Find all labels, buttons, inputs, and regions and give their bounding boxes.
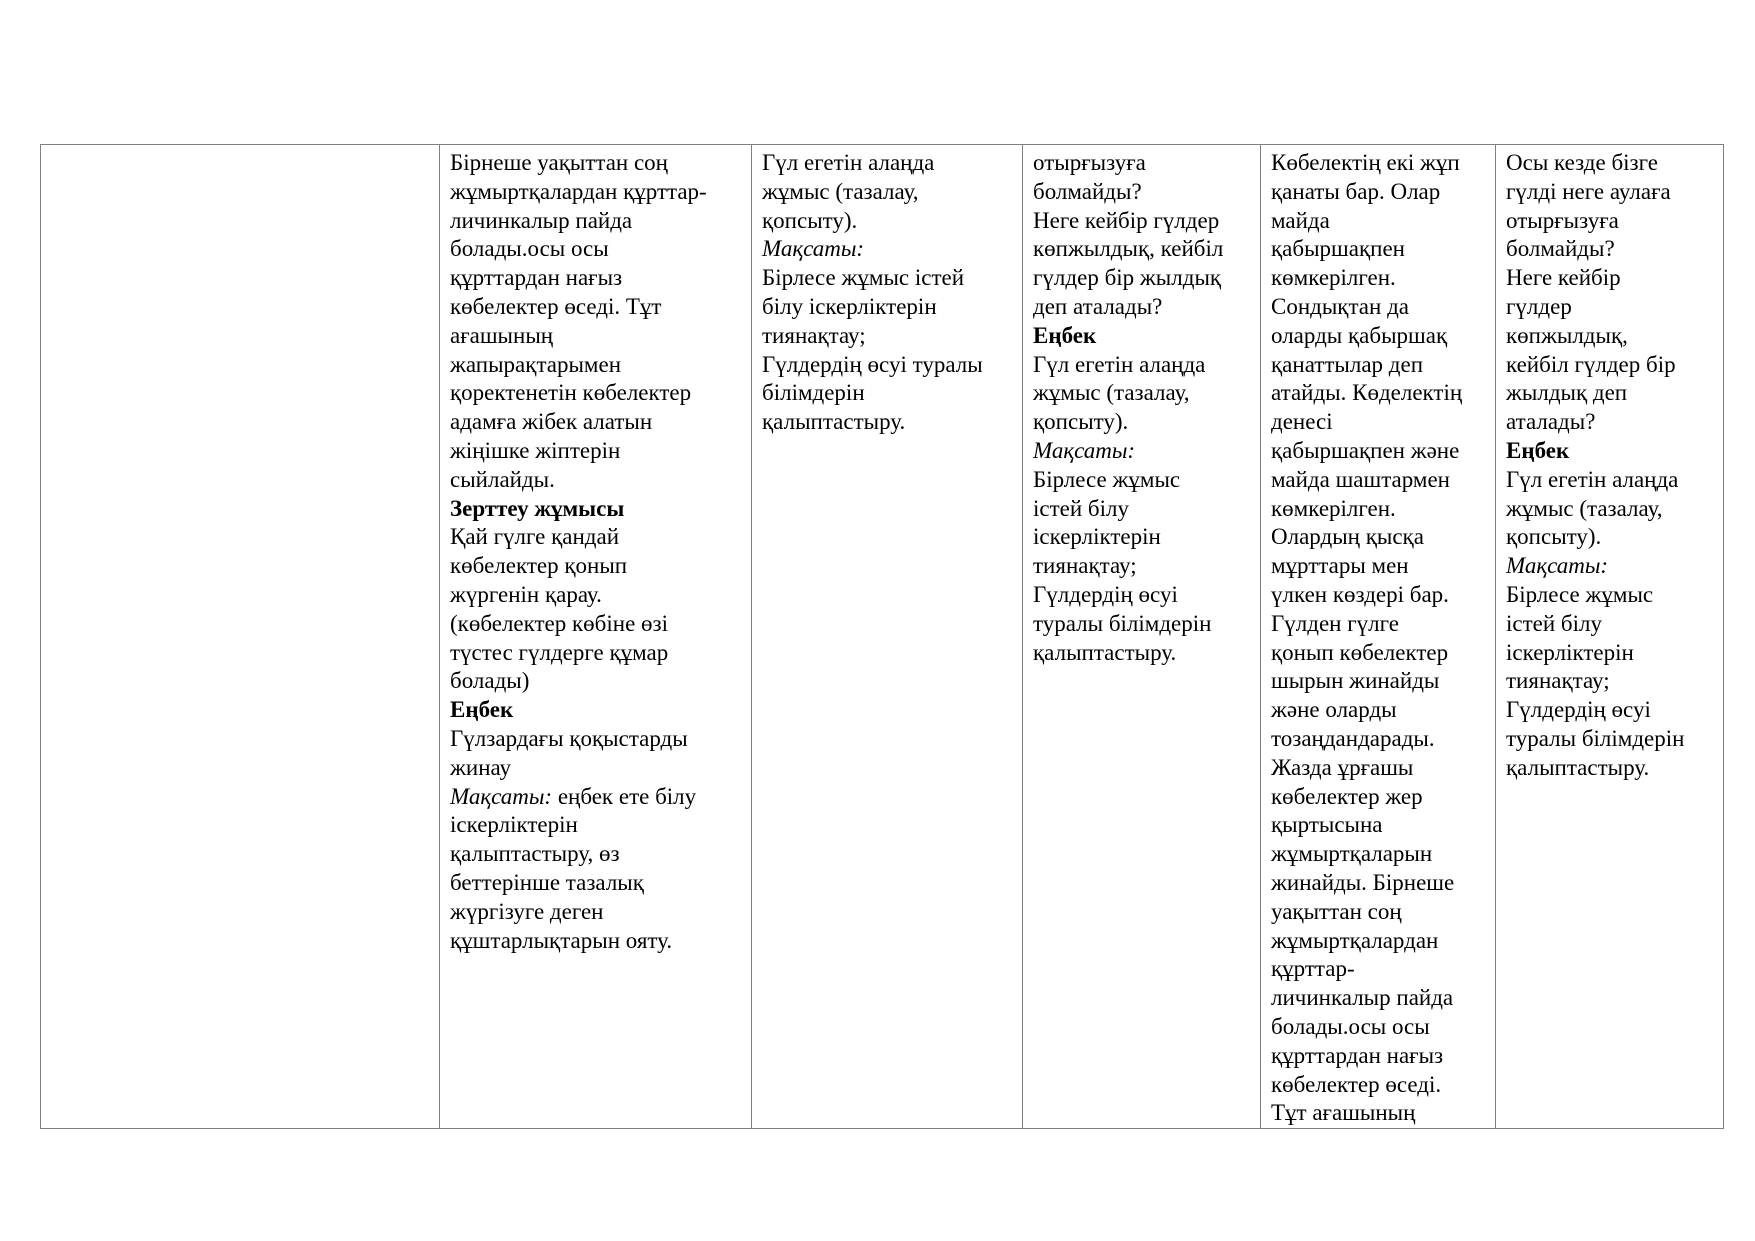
line-text: жапырақтарымен	[450, 351, 622, 377]
text-line	[762, 379, 1012, 408]
text-line	[1271, 840, 1485, 869]
text-line	[762, 322, 1012, 351]
text-line	[450, 754, 741, 783]
text-line	[1506, 523, 1713, 552]
line-text: Гүлден гүлге	[1271, 610, 1399, 636]
line-text: отырғызуға	[1033, 150, 1146, 175]
line-text: қалыптастыру.	[1033, 639, 1177, 665]
text-line	[1506, 725, 1713, 754]
line-text: көбелектер қонып	[450, 553, 628, 579]
text-line	[1033, 581, 1250, 610]
line-text: істей білу	[1506, 610, 1602, 636]
text-line	[1271, 984, 1485, 1013]
text-line	[762, 408, 1012, 437]
goal-label: Мақсаты:	[762, 236, 865, 262]
text-line	[450, 783, 741, 812]
text-line	[1271, 811, 1485, 840]
line-text: Бірлесе жұмыс	[1033, 466, 1181, 492]
line-text: қалыптастыру.	[1506, 754, 1650, 780]
text-line	[762, 351, 1012, 380]
line-text: (көбелектер көбіне өзі	[450, 610, 669, 636]
goal-label: Мақсаты:	[1033, 437, 1136, 463]
table-cell-6	[1496, 145, 1724, 1129]
line-text: личинкалыр пайда	[450, 207, 633, 233]
text-line	[1506, 178, 1713, 207]
text-line	[450, 667, 741, 696]
line-text: қабыршақпен және	[1271, 437, 1460, 463]
line-text: көбелектер жер	[1271, 783, 1423, 809]
text-line	[1271, 581, 1485, 610]
line-text: Сондықтан да	[1271, 293, 1409, 319]
text-line	[1271, 207, 1485, 236]
line-text: жұмыртқалардан құрттар-	[450, 178, 707, 204]
text-line	[450, 927, 741, 956]
text-line	[1271, 783, 1485, 812]
text-line	[1271, 523, 1485, 552]
line-text: үлкен көздері бар.	[1271, 581, 1449, 607]
text-line	[450, 581, 741, 610]
line-text: іскерліктерін	[1506, 639, 1634, 665]
text-line	[1506, 437, 1713, 466]
section-heading: Еңбек	[450, 697, 514, 723]
line-text: құштарлықтарын ояту.	[450, 927, 673, 953]
text-line	[1506, 696, 1713, 725]
text-line	[1271, 408, 1485, 437]
line-text: тиянақтау;	[1033, 553, 1137, 579]
line-text: мұрттары мен	[1271, 553, 1409, 579]
line-text: қопсыту).	[1506, 524, 1602, 550]
goal-label: Мақсаты:	[450, 783, 553, 809]
text-line	[1033, 523, 1250, 552]
text-line	[1271, 927, 1485, 956]
table-cell-1	[41, 145, 440, 1129]
text-line	[1271, 149, 1485, 178]
text-line	[1033, 207, 1250, 236]
line-text: атайды. Көделектің	[1271, 380, 1463, 406]
section-heading: Еңбек	[1506, 437, 1570, 463]
line-text: Гүлдердің өсуі	[1506, 697, 1651, 723]
plan-table	[40, 144, 1724, 1129]
table-cell-3	[752, 145, 1023, 1129]
line-text: көпжылдық,	[1506, 322, 1628, 348]
text-line	[1271, 1099, 1485, 1128]
text-line	[1271, 235, 1485, 264]
line-text: аталады?	[1506, 409, 1596, 435]
line-text: Гүлдердің өсуі туралы	[762, 351, 983, 377]
line-text: туралы білімдерін	[1506, 725, 1685, 751]
line-text: болмайды?	[1033, 178, 1142, 204]
text-line	[1033, 379, 1250, 408]
text-line	[1271, 466, 1485, 495]
text-line	[1033, 639, 1250, 668]
line-text: Неге кейбір	[1506, 265, 1621, 291]
text-line	[450, 610, 741, 639]
line-text: оларды қабыршақ	[1271, 322, 1448, 348]
text-line	[1506, 495, 1713, 524]
text-line	[1506, 667, 1713, 696]
table-cell-2	[440, 145, 752, 1129]
line-text: беттерінше тазалық	[450, 869, 644, 895]
text-line	[1271, 667, 1485, 696]
text-line	[1271, 725, 1485, 754]
text-line	[450, 840, 741, 869]
text-line	[1271, 178, 1485, 207]
line-text: көмкерілген.	[1271, 495, 1396, 521]
text-line	[1271, 898, 1485, 927]
text-line	[450, 408, 741, 437]
text-line	[450, 725, 741, 754]
text-line	[450, 639, 741, 668]
line-text: ағашының	[450, 322, 554, 348]
line-text: Гүл егетін алаңда	[1506, 466, 1679, 492]
line-text: деп аталады?	[1033, 293, 1163, 319]
text-line	[1271, 1013, 1485, 1042]
text-line	[1271, 437, 1485, 466]
line-text: құрттардан нағыз	[1271, 1042, 1444, 1068]
line-text: білу іскерліктерін	[762, 293, 937, 319]
text-line	[1033, 437, 1250, 466]
line-text: Гүл егетін алаңда	[762, 150, 935, 175]
line-text: көбелектер өседі. Тұт	[450, 293, 662, 319]
line-text: майда шаштармен	[1271, 466, 1450, 492]
line-text: құрттар-	[1271, 956, 1355, 982]
line-text: іскерліктерін	[450, 812, 578, 838]
text-line	[1271, 351, 1485, 380]
text-line	[450, 898, 741, 927]
text-line	[762, 207, 1012, 236]
line-text: тиянақтау;	[1506, 668, 1610, 694]
line-text: қанаты бар. Олар	[1271, 178, 1441, 204]
line-text: Олардың қысқа	[1271, 524, 1424, 550]
text-line	[1271, 696, 1485, 725]
text-line	[1271, 552, 1485, 581]
line-text: жұмыртқалардан	[1271, 927, 1439, 953]
text-line	[1271, 1042, 1485, 1071]
text-line	[1033, 293, 1250, 322]
line-text: болмайды?	[1506, 236, 1615, 262]
text-line	[450, 523, 741, 552]
table-row	[41, 145, 1724, 1129]
text-line	[1506, 293, 1713, 322]
text-line	[1506, 581, 1713, 610]
text-line	[1506, 466, 1713, 495]
line-text: білімдерін	[762, 380, 865, 406]
text-line	[1506, 207, 1713, 236]
text-line	[1271, 293, 1485, 322]
line-text: уақыттан соң	[1271, 898, 1402, 924]
text-line	[450, 495, 741, 524]
line-text: жіңішке жіптерін	[450, 437, 621, 463]
line-text: кейбіл гүлдер бір	[1506, 351, 1676, 377]
line-text: көпжылдық, кейбіл	[1033, 236, 1224, 262]
line-text: қыртысына	[1271, 812, 1383, 838]
text-line	[1506, 552, 1713, 581]
text-line	[450, 869, 741, 898]
text-line	[450, 207, 741, 236]
line-text: Гүлзардағы қоқыстарды	[450, 725, 688, 751]
line-text: қопсыту).	[762, 207, 858, 233]
text-line	[1506, 351, 1713, 380]
table-cell-4	[1023, 145, 1261, 1129]
line-text: Гүлдердің өсуі	[1033, 581, 1178, 607]
text-line	[1506, 379, 1713, 408]
line-text: Осы кезде бізге	[1506, 150, 1658, 175]
line-text: Бірлесе жұмыс	[1506, 581, 1654, 607]
text-line	[1033, 322, 1250, 351]
text-line	[1271, 610, 1485, 639]
text-line	[1271, 1071, 1485, 1100]
text-line	[1506, 754, 1713, 783]
line-text: жұмыс (тазалау,	[1506, 495, 1663, 521]
line-text: болады.осы осы	[1271, 1013, 1430, 1039]
text-line	[450, 466, 741, 495]
text-line	[1506, 322, 1713, 351]
line-text: және оларды	[1271, 697, 1397, 723]
line-text: Жазда ұрғашы	[1271, 754, 1414, 780]
line-text: гүлдер	[1506, 293, 1572, 319]
text-line	[1271, 322, 1485, 351]
text-line	[1506, 639, 1713, 668]
text-line	[1033, 495, 1250, 524]
line-text: Қай гүлге қандай	[450, 524, 620, 550]
line-text: көбелектер өседі.	[1271, 1071, 1442, 1097]
text-line	[1033, 149, 1250, 178]
text-line	[450, 379, 741, 408]
text-line	[1271, 379, 1485, 408]
text-line	[450, 811, 741, 840]
line-text: Тұт ағашының	[1271, 1100, 1416, 1126]
text-line	[1506, 149, 1713, 178]
text-line	[450, 322, 741, 351]
line-text: болады)	[450, 668, 530, 694]
text-line	[450, 696, 741, 725]
text-line	[450, 437, 741, 466]
text-line	[762, 149, 1012, 178]
line-text: Бірлесе жұмыс істей	[762, 265, 965, 291]
text-line	[1033, 552, 1250, 581]
text-line	[1506, 408, 1713, 437]
line-text: жүргенін қарау.	[450, 581, 602, 607]
text-line	[1271, 264, 1485, 293]
text-line	[450, 178, 741, 207]
line-text: еңбек ете білу	[552, 783, 697, 809]
line-text: болады.осы осы	[450, 236, 609, 262]
text-line	[1033, 466, 1250, 495]
text-line	[1271, 754, 1485, 783]
text-line	[1033, 408, 1250, 437]
line-text: туралы білімдерін	[1033, 610, 1212, 636]
text-line	[450, 552, 741, 581]
text-line	[1271, 955, 1485, 984]
line-text: майда	[1271, 207, 1330, 233]
line-text: тиянақтау;	[762, 322, 866, 348]
text-line	[450, 149, 741, 178]
line-text: қонып көбелектер	[1271, 639, 1449, 665]
line-text: шырын жинайды	[1271, 668, 1440, 694]
text-line	[1506, 264, 1713, 293]
line-text: қоректенетін көбелектер	[450, 380, 692, 406]
section-heading: Зерттеу жұмысы	[450, 495, 625, 521]
line-text: жұмыс (тазалау,	[762, 178, 919, 204]
line-text: жүргізуге деген	[450, 898, 604, 924]
line-text: жылдық деп	[1506, 380, 1628, 406]
text-line	[450, 235, 741, 264]
line-text: қанаттылар деп	[1271, 351, 1424, 377]
line-text: іскерліктерін	[1033, 524, 1161, 550]
line-text: гүлдер бір жылдық	[1033, 265, 1222, 291]
text-line	[762, 293, 1012, 322]
line-text: денесі	[1271, 409, 1333, 435]
line-text: отырғызуға	[1506, 207, 1619, 233]
line-text: көмкерілген.	[1271, 265, 1396, 291]
section-heading: Еңбек	[1033, 322, 1097, 348]
text-line	[1506, 610, 1713, 639]
text-line	[1033, 351, 1250, 380]
text-line	[1506, 235, 1713, 264]
line-text: личинкалыр пайда	[1271, 985, 1454, 1011]
text-line	[762, 264, 1012, 293]
text-line	[450, 351, 741, 380]
line-text: Көбелектің екі жұп	[1271, 150, 1460, 175]
table-cell-5	[1261, 145, 1496, 1129]
line-text: Бірнеше уақыттан соң	[450, 150, 668, 175]
text-line	[1033, 235, 1250, 264]
line-text: түстес гүлдерге құмар	[450, 639, 669, 665]
line-text: сыйлайды.	[450, 466, 555, 492]
text-line	[1271, 495, 1485, 524]
line-text: құрттардан нағыз	[450, 265, 623, 291]
line-text: қопсыту).	[1033, 409, 1129, 435]
line-text: адамға жібек алатын	[450, 409, 653, 435]
line-text: гүлді неге аулаға	[1506, 178, 1671, 204]
line-text: Неге кейбір гүлдер	[1033, 207, 1220, 233]
text-line	[450, 264, 741, 293]
text-line	[1033, 264, 1250, 293]
line-text: жұмыртқаларын	[1271, 841, 1433, 867]
text-line	[1033, 178, 1250, 207]
line-text: тозаңдандарады.	[1271, 725, 1435, 751]
line-text: қабыршақпен	[1271, 236, 1405, 262]
line-text: қалыптастыру.	[762, 409, 906, 435]
line-text: жұмыс (тазалау,	[1033, 380, 1190, 406]
line-text: жинау	[450, 754, 512, 780]
line-text: істей білу	[1033, 495, 1129, 521]
text-line	[762, 235, 1012, 264]
line-text: жинайды. Бірнеше	[1271, 869, 1455, 895]
text-line	[1271, 639, 1485, 668]
text-line	[450, 293, 741, 322]
line-text: Гүл егетін алаңда	[1033, 351, 1206, 377]
text-line	[1271, 869, 1485, 898]
text-line	[762, 178, 1012, 207]
goal-label: Мақсаты:	[1506, 553, 1609, 579]
line-text: қалыптастыру, өз	[450, 841, 620, 867]
text-line	[1033, 610, 1250, 639]
